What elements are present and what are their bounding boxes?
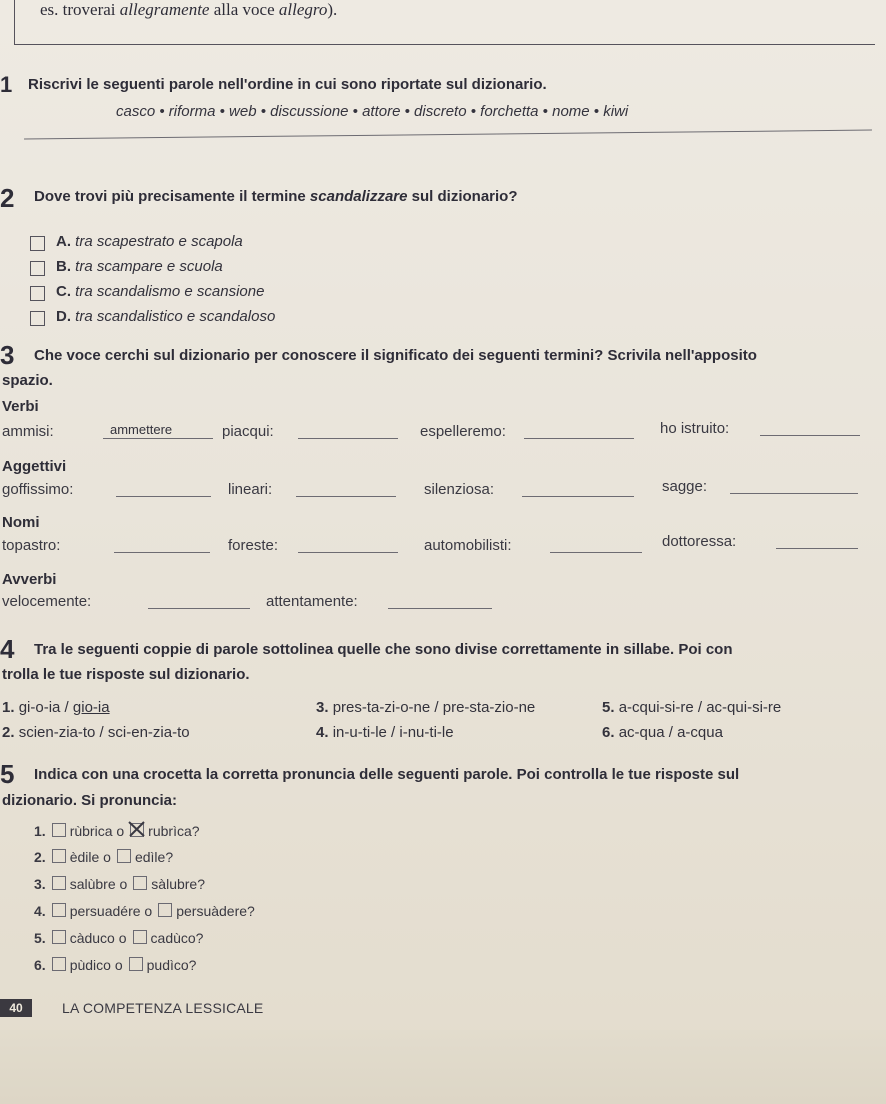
ex5-item-1-b-checkbox[interactable] <box>130 823 144 837</box>
ex2-option-d-checkbox[interactable] <box>30 311 45 326</box>
ex4-pair-3[interactable]: 3. pres-ta-zi-o-ne / pre-sta-zio-ne <box>316 699 536 716</box>
ex3-aggettivi-title: Aggettivi <box>2 458 67 475</box>
ex3-aggettivi-item-3: silenziosa: <box>424 481 495 498</box>
ex5-item-2: 2. èdile o edìle? <box>34 849 174 865</box>
ex2-option-c-checkbox[interactable] <box>30 286 45 301</box>
ex5-item-6-b-checkbox[interactable] <box>129 957 143 971</box>
ex3-number: 3 <box>0 340 15 370</box>
ex2-option-c: C. tra scandalismo e scansione <box>56 283 265 300</box>
ex3-verbi-answer-line-3[interactable] <box>524 438 634 439</box>
ex2-prompt: Dove trovi più precisamente il termine scandalizzare sul dizionario? <box>34 188 518 205</box>
ex3-nomi-title: Nomi <box>2 514 40 531</box>
ex3-nomi-item-3: automobilisti: <box>424 537 512 554</box>
ex3-nomi-item-2: foreste: <box>228 537 279 554</box>
ex5-item-3-a-checkbox[interactable] <box>52 876 66 890</box>
ex5-item-1-a-checkbox[interactable] <box>52 823 66 837</box>
footer-title: LA COMPETENZA LESSICALE <box>62 1000 264 1016</box>
ex5-item-6-a-checkbox[interactable] <box>52 957 66 971</box>
ex1-word-list: casco • riforma • web • discussione • attore • discreto • forchetta • nome • kiwi <box>116 103 629 120</box>
ex5-item-5-a-checkbox[interactable] <box>52 930 66 944</box>
ex4-pair-5[interactable]: 5. a-cqui-si-re / ac-qui-si-re <box>602 699 782 716</box>
ex3-aggettivi-answer-line-3[interactable] <box>522 496 634 497</box>
ex3-nomi-item-1: topastro: <box>2 537 61 554</box>
ex5-item-3: 3. salùbre o sàlubre? <box>34 876 205 892</box>
ex5-item-2-a-checkbox[interactable] <box>52 849 66 863</box>
ex3-aggettivi-answer-line-4[interactable] <box>730 493 858 494</box>
ex3-avverbi-item-1: velocemente: <box>2 593 92 610</box>
ex5-item-1: 1. rùbrica o rubrìca? <box>34 823 200 839</box>
ex3-avverbi-title: Avverbi <box>2 571 57 588</box>
ex2-option-b: B. tra scampare e scuola <box>56 258 223 275</box>
ex4-pair-1[interactable]: 1. gi-o-ia / gio-ia <box>2 699 110 716</box>
ex2-option-d: D. tra scandalistico e scandaloso <box>56 308 276 325</box>
ex5-item-6: 6. pùdico o pudìco? <box>34 957 197 973</box>
ex4-prompt: Tra le seguenti coppie di parole sottolinea quelle che sono divise correttamente in sillabe. Poi con <box>34 641 733 658</box>
header-line: es. troverai allegramente alla voce allegro). <box>40 0 338 19</box>
ex3-nomi-answer-line-4[interactable] <box>776 548 858 549</box>
ex3-verbi-item-3: espelleremo: <box>420 423 506 440</box>
ex2-option-a: A. tra scapestrato e scapola <box>56 233 243 250</box>
ex1-number: 1 <box>0 72 13 97</box>
ex4-pair-2[interactable]: 2. scien-zia-to / sci-en-zia-to <box>2 724 190 741</box>
ex3-verbi-item-4: ho istruito: <box>660 420 730 437</box>
ex4-pair-4[interactable]: 4. in-u-ti-le / i-nu-ti-le <box>316 724 454 741</box>
ex3-verbi-item-2: piacqui: <box>222 423 274 440</box>
ex3-verbi-answer-line-4[interactable] <box>760 435 860 436</box>
ex3-prompt-line2: spazio. <box>2 372 53 389</box>
ex3-avverbi-item-2: attentamente: <box>266 593 358 610</box>
ex5-number: 5 <box>0 759 15 789</box>
ex5-item-4-a-checkbox[interactable] <box>52 903 66 917</box>
ex5-item-4: 4. persuadére o persuàdere? <box>34 903 255 919</box>
ex3-prompt: Che voce cerchi sul dizionario per conoscere il significato dei seguenti termini? Scrivila nell'apposito <box>34 347 757 364</box>
ex3-verbi-answer-line-2[interactable] <box>298 438 398 439</box>
ex4-prompt-line2: trolla le tue risposte sul dizionario. <box>2 666 250 683</box>
ex3-aggettivi-answer-line-1[interactable] <box>116 496 211 497</box>
ex5-item-4-b-checkbox[interactable] <box>158 903 172 917</box>
page-bottom-margin <box>0 1030 886 1104</box>
ex3-verbi-answer-line-1[interactable] <box>103 438 213 439</box>
ex3-aggettivi-item-1: goffissimo: <box>2 481 74 498</box>
ex3-nomi-answer-line-2[interactable] <box>298 552 398 553</box>
ex3-verbi-handwritten-answer: ammettere <box>110 422 173 437</box>
ex3-verbi-item-1: ammisi: <box>2 423 54 440</box>
ex2-option-b-checkbox[interactable] <box>30 261 45 276</box>
ex3-nomi-answer-line-3[interactable] <box>550 552 642 553</box>
ex5-item-5: 5. càduco o cadùco? <box>34 930 204 946</box>
ex2-option-a-checkbox[interactable] <box>30 236 45 251</box>
ex3-aggettivi-answer-line-2[interactable] <box>296 496 396 497</box>
ex3-aggettivi-item-2: lineari: <box>228 481 273 498</box>
ex3-nomi-item-4: dottoressa: <box>662 533 737 550</box>
ex4-number: 4 <box>0 634 15 664</box>
ex3-nomi-answer-line-1[interactable] <box>114 552 210 553</box>
check-cross-icon <box>128 821 146 837</box>
ex5-item-3-b-checkbox[interactable] <box>133 876 147 890</box>
ex5-item-2-b-checkbox[interactable] <box>117 849 131 863</box>
ex3-verbi-title: Verbi <box>2 398 39 415</box>
ex5-prompt-line2: dizionario. Si pronuncia: <box>2 792 178 809</box>
ex1-prompt: Riscrivi le seguenti parole nell'ordine in cui sono riportate sul dizionario. <box>28 76 547 93</box>
ex3-avverbi-answer-line-1[interactable] <box>148 608 250 609</box>
ex5-prompt: Indica con una crocetta la corretta pronuncia delle seguenti parole. Poi controlla le tue risposte sul <box>34 766 740 783</box>
ex4-pair-6[interactable]: 6. ac-qua / a-cqua <box>602 724 723 741</box>
ex5-item-5-b-checkbox[interactable] <box>133 930 147 944</box>
ex1-answer-line[interactable] <box>24 130 872 140</box>
page-number: 40 <box>0 999 32 1017</box>
ex3-avverbi-answer-line-2[interactable] <box>388 608 492 609</box>
ex3-aggettivi-item-4: sagge: <box>662 478 708 495</box>
ex2-number: 2 <box>0 183 15 213</box>
